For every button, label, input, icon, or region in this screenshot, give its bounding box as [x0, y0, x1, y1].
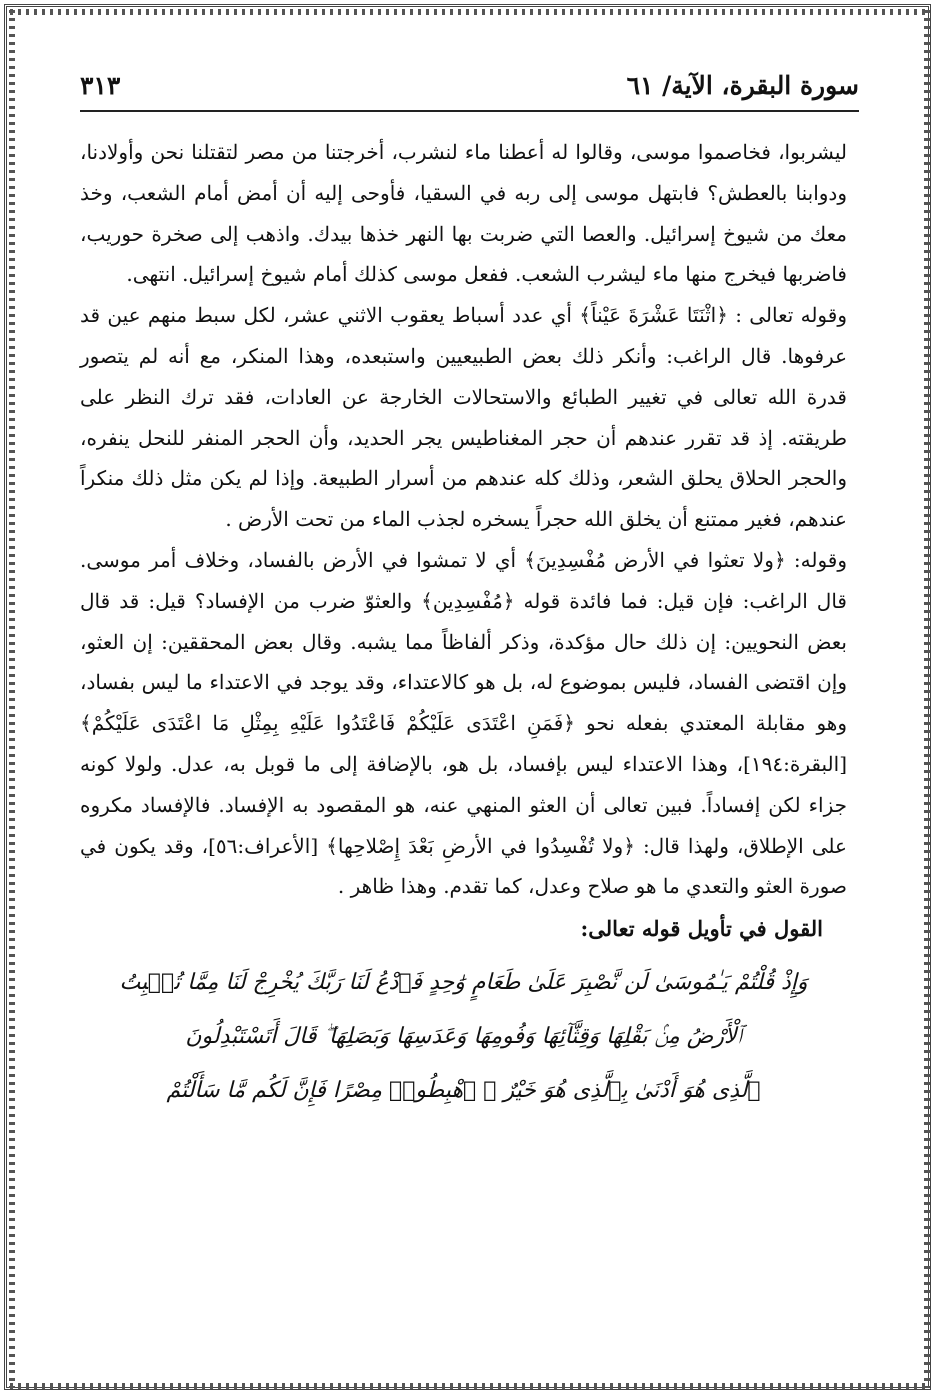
quran-line-1: وَإِذْ قُلْتُمْ يَـٰمُوسَىٰ لَن نَّصْبِرَ عَلَىٰ طَعَامٍ وَٰحِدٍ فَٱدْعُ لَنَا رَبَّكَ يُخْرِجْ لَنَا مِمَّا تُنۢبِتُ: [119, 969, 808, 995]
page-number: ٣١٣: [80, 70, 121, 100]
paragraph-1: ليشربوا، فخاصموا موسى، وقالوا له أعطنا ماء لنشرب، أخرجتنا من مصر لتقتلنا نحن وأولادنا، ودوابنا بالعطش؟ فابتهل موسى إلى ربه في السقيا، فأوحى إليه أن أمض أمام الشعب، وخذ معك من شيوخ إسرائيل. والعصا التي ضربت بها النهر خذها بيدك. واذهب إلى صخرة حوريب، فاضربها فيخرج منها ماء ليشرب الشعب. ففعل موسى كذلك أمام شيوخ إسرائيل. انتهى.: [80, 140, 847, 287]
paragraph-2: وقوله تعالى : ﴿اثْنَتَا عَشْرَةَ عَيْناً﴾ أي عدد أسباط يعقوب الاثني عشر، لكل سبط منهم عين قد عرفوها. قال الراغب: وأنكر ذلك بعض الطبيعيين واستبعده، وهذا المنكر، مع أنه لم يتصور قدرة الله تعالى في تغيير الطبائع والاستحالات الخارجة عن العادات، فقد ترك النظر على طريقته. إذ قد تقرر عندهم أن حجر المغناطيس يجر الحديد، وأن الحجر المنفر للنحل ينفره، والحجر الحلاق يحلق الشعر، وذلك كله عندهم من أسرار الطبيعة. وإذا لم يكن مثل ذلك منكراً عندهم، فغير ممتنع أن يخلق الله حجراً يسخره لجذب الماء من تحت الأرض .: [80, 303, 847, 532]
quran-verse-block: [80, 956, 847, 1118]
ornamental-border-right: [924, 10, 930, 1388]
quran-line-3: ٱلَّذِى هُوَ أَدْنَىٰ بِٱلَّذِى هُوَ خَيْرٌ ۚ ٱهْبِطُوا۟ مِصْرًا فَإِنَّ لَكُم مَّا سَأَلْتُمْ: [166, 1077, 761, 1103]
quran-line-2: ٱلْأَرْضُ مِنۢ بَقْلِهَا وَقِثَّآئِهَا وَفُومِهَا وَعَدَسِهَا وَبَصَلِهَا ۖ قَالَ أَتَسْتَبْدِلُونَ: [185, 1023, 742, 1049]
page-body: [80, 132, 847, 1118]
ornamental-border-left: [9, 10, 15, 1388]
running-title: سورة البقرة، الآية/ ٦١: [626, 70, 859, 100]
section-heading: القول في تأويل قوله تعالى:: [580, 916, 823, 942]
ornamental-border-top: [10, 9, 929, 15]
paragraph-3: وقوله: ﴿ولا تعثوا في الأرض مُفْسِدِينَ﴾ أي لا تمشوا في الأرض بالفساد، وخلاف أمر موسى. قال الراغب: فإن قيل: فما فائدة قوله ﴿مُفْسِدِين﴾ والعثوّ ضرب من الإفساد؟ قيل: قد قال بعض النحويين: إن ذلك حال مؤكدة، وذكر ألفاظاً مما يشبه. وقال بعض المحققين: إن العثو، وإن اقتضى الفساد، فليس بموضوع له، بل هو كالاعتداء، وقد يوجد في الاعتداء ما ليس بفساد، وهو مقابلة المعتدي بفعله نحو ﴿فَمَنِ اعْتَدَى عَلَيْكُمْ فَاعْتَدُوا عَلَيْهِ بِمِثْلِ مَا اعْتَدَى عَلَيْكُمْ﴾ [البقرة:١٩٤]، وهذا الاعتداء ليس بإفساد، بل هو، بالإضافة إلى ما قوبل به، عدل. ولولا كونه جزاء لكن إفساداً. فبين تعالى أن العثو المنهي عنه، هو المقصود به الإفساد. فالإفساد مكروه على الإطلاق، ولهذا قال: ﴿ولا تُفْسِدُوا في الأرضِ بَعْدَ إِصْلاحِها﴾ [الأعراف:٥٦]، وقد يكون في صورة العثو والتعدي ما هو صلاح وعدل، كما تقدم. وهذا ظاهر .: [80, 547, 847, 899]
page-header: [80, 60, 859, 112]
ornamental-border-bottom: [10, 1383, 929, 1389]
